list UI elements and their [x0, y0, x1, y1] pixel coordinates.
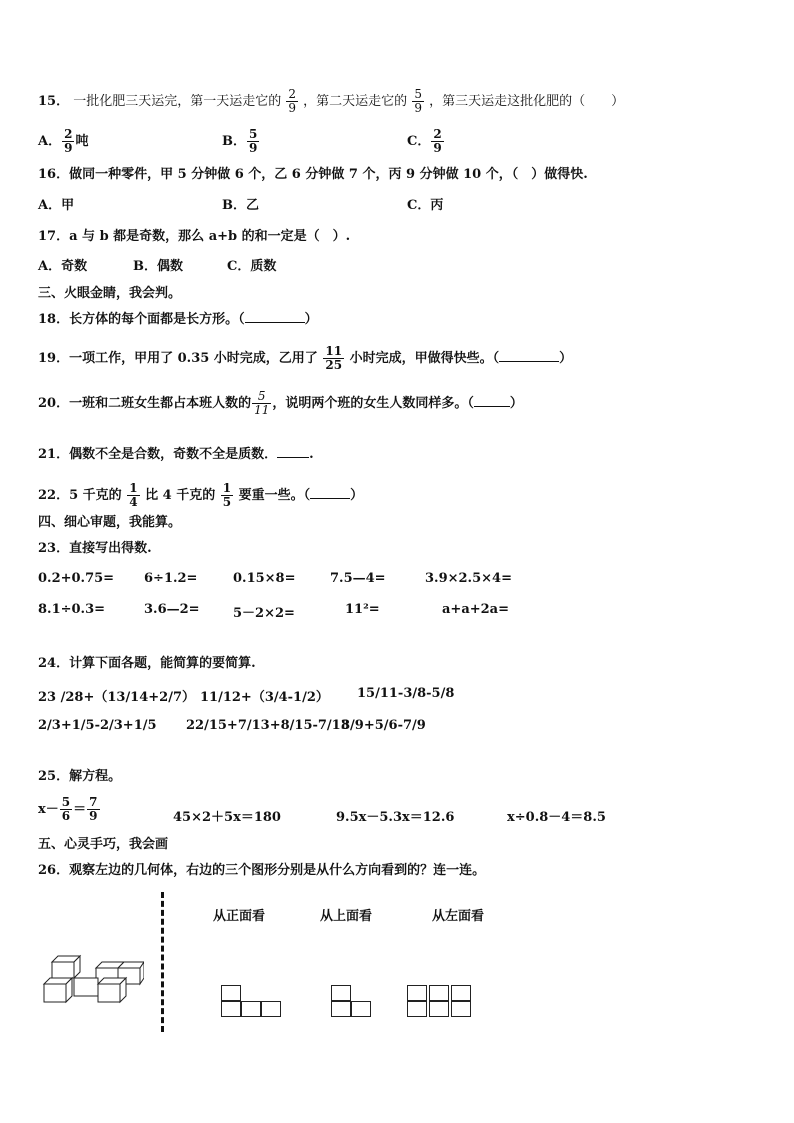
q24-item: 22/15+7/13+8/15-7/13: [186, 718, 350, 733]
answer-blank[interactable]: [245, 322, 305, 323]
eq-text: ＝: [73, 802, 87, 817]
numerator: 5: [414, 87, 422, 101]
fraction: [221, 482, 233, 509]
view-shape-1[interactable]: [221, 985, 287, 1021]
q23-item: 0.15×8=: [233, 571, 296, 586]
q15-text-2: ，第二天运走它的: [303, 94, 408, 109]
square-cell: [451, 1001, 471, 1017]
fraction: [252, 390, 271, 417]
answer-blank[interactable]: [310, 498, 350, 499]
q18-end: ）: [304, 312, 318, 327]
question-number: 15．: [38, 94, 70, 109]
q16-stem: 16．做同一种零件，甲 5 分钟做 6 个，乙 6 分钟做 7 个，丙 9 分钟做 10 个，（ ）做得快.: [38, 167, 588, 182]
fraction: [62, 128, 74, 155]
q21-text: 21．偶数不全是合数，奇数不全是质数．: [38, 447, 278, 462]
q19-text-2: 小时完成，甲做得快些。（: [349, 351, 500, 366]
answer-blank[interactable]: [499, 361, 559, 362]
q18-text: 18．长方体的每个面都是长方形。（: [38, 312, 245, 327]
option-label: A．: [38, 134, 62, 149]
square-cell: [241, 1001, 261, 1017]
q24-item: 8/9+5/6-7/9: [341, 718, 426, 733]
square-cell: [261, 1001, 281, 1017]
fraction: [412, 88, 424, 115]
option-label: B．: [222, 134, 246, 149]
view-label-front: 从正面看: [213, 909, 266, 924]
q21-stem: [38, 446, 314, 464]
q24-item: 15/11-3/8-5/8: [357, 686, 455, 701]
eq-text: x－: [38, 802, 59, 817]
q23-item: 8.1÷0.3=: [38, 602, 106, 617]
q23-item: 3.6—2=: [144, 602, 200, 617]
q15-text-3: ，第三天运走这批化肥的（ ）: [429, 94, 625, 109]
q15-option-b: [222, 128, 260, 155]
view-shape-2[interactable]: [331, 985, 377, 1021]
numerator: 2: [433, 127, 442, 141]
q23-item: 3.9×2.5×4=: [425, 571, 512, 586]
numerator: 5: [252, 390, 271, 404]
square-cell: [331, 985, 351, 1001]
numerator: 1: [129, 481, 138, 495]
fraction: [60, 796, 72, 823]
view-shape-3[interactable]: [407, 985, 473, 1021]
q20-end: ）: [509, 396, 523, 411]
numerator: 7: [89, 795, 98, 809]
denominator: 9: [288, 101, 297, 115]
q22-stem: [38, 482, 363, 509]
q16-option-c: C．丙: [407, 198, 444, 213]
numerator: 5: [249, 127, 258, 141]
q15-option-c: [407, 128, 445, 155]
q18-stem: [38, 311, 318, 329]
square-cell: [331, 1001, 351, 1017]
q25-equation-3: 9.5x－5.3x＝12.6: [336, 810, 455, 825]
fraction: [87, 796, 99, 823]
square-cell: [429, 1001, 449, 1017]
denominator: 9: [414, 101, 422, 115]
q23-title: 23．直接写出得数.: [38, 541, 152, 556]
q15-text-1: 一批化肥三天运完，第一天运走它的: [73, 94, 282, 109]
section-heading-4: 四、细心审题，我能算。: [38, 515, 182, 530]
q23-item: 6÷1.2=: [144, 571, 198, 586]
numerator: 5: [61, 795, 71, 809]
answer-blank[interactable]: [277, 457, 309, 458]
q22-text-2: 比 4 千克的: [145, 488, 216, 503]
denominator: 9: [64, 141, 73, 155]
numerator: 2: [64, 127, 73, 141]
denominator: 9: [249, 141, 258, 155]
unit: 吨: [75, 134, 89, 149]
q22-end: ）: [350, 488, 364, 503]
q22-text-1: 22．5 千克的: [38, 488, 122, 503]
denominator: 11: [254, 403, 270, 417]
square-cell: [351, 1001, 371, 1017]
denominator: 9: [433, 141, 442, 155]
q23-item: 0.2+0.75=: [38, 571, 115, 586]
denominator: 25: [325, 358, 343, 372]
fraction: [127, 482, 139, 509]
numerator: 1: [222, 481, 232, 495]
q26-title: 26．观察左边的几何体，右边的三个图形分别是从什么方向看到的？连一连。: [38, 863, 486, 878]
option-label: C．: [407, 134, 431, 149]
fraction: [323, 345, 344, 372]
denominator: 6: [61, 809, 71, 823]
q24-item: 11/12+（3/4-1/2）: [200, 690, 329, 705]
q20-text-1: 20．一班和二班女生都占本班人数的: [38, 396, 252, 411]
q17-option-b: B．偶数: [133, 259, 183, 274]
q17-stem: 17．a 与 b 都是奇数，那么 a+b 的和一定是（ ）.: [38, 229, 351, 244]
q16-option-b: B．乙: [222, 198, 259, 213]
q24-item: 2/3+1/5-2/3+1/5: [38, 718, 157, 733]
denominator: 5: [222, 495, 232, 509]
square-cell: [221, 985, 241, 1001]
view-label-top: 从上面看: [320, 909, 373, 924]
square-cell: [407, 985, 427, 1001]
q23-item: a+a+2a=: [442, 602, 509, 617]
denominator: 4: [129, 495, 138, 509]
q20-stem: [38, 390, 523, 417]
fraction: [431, 128, 443, 155]
q20-text-2: ，说明两个班的女生人数同样多。（: [272, 396, 474, 411]
dashed-divider: [161, 892, 164, 1032]
q25-equation-1: [38, 796, 101, 823]
section-heading-3: 三、火眼金睛，我会判。: [38, 286, 182, 301]
denominator: 9: [89, 809, 98, 823]
q22-text-3: 要重一些。（: [238, 488, 311, 503]
q23-item: 11²=: [345, 602, 380, 617]
answer-blank[interactable]: [474, 406, 510, 407]
q23-item: 7.5—4=: [330, 571, 386, 586]
q23-item: 5－2×2=: [233, 606, 295, 621]
fraction: [247, 128, 259, 155]
q25-equation-2: 45×2＋5x＝180: [173, 810, 281, 825]
numerator: 2: [288, 87, 297, 101]
square-cell: [429, 985, 449, 1001]
square-cell: [221, 1001, 241, 1017]
q16-option-a: A．甲: [38, 198, 75, 213]
cube-solid-figure: [40, 948, 144, 1008]
q25-equation-4: x÷0.8－4＝8.5: [507, 810, 606, 825]
section-heading-5: 五、心灵手巧，我会画: [38, 837, 169, 852]
q24-title: 24．计算下面各题，能简算的要简算.: [38, 656, 256, 671]
q25-title: 25．解方程。: [38, 769, 122, 784]
square-cell: [451, 985, 471, 1001]
q19-stem: [38, 345, 572, 372]
q15-stem: [38, 88, 624, 115]
view-label-left: 从左面看: [432, 909, 485, 924]
q19-text-1: 19．一项工作，甲用了 0.35 小时完成，乙用了: [38, 351, 318, 366]
q21-end: .: [309, 447, 314, 462]
numerator: 11: [325, 344, 343, 358]
q15-option-a: [38, 128, 88, 155]
q17-option-a: A．奇数: [38, 259, 88, 274]
q24-item: 23 /28+（13/14+2/7）: [38, 690, 196, 705]
q19-end: ）: [559, 351, 573, 366]
q17-option-c: C．质数: [227, 259, 277, 274]
fraction: [286, 88, 298, 115]
square-cell: [407, 1001, 427, 1017]
